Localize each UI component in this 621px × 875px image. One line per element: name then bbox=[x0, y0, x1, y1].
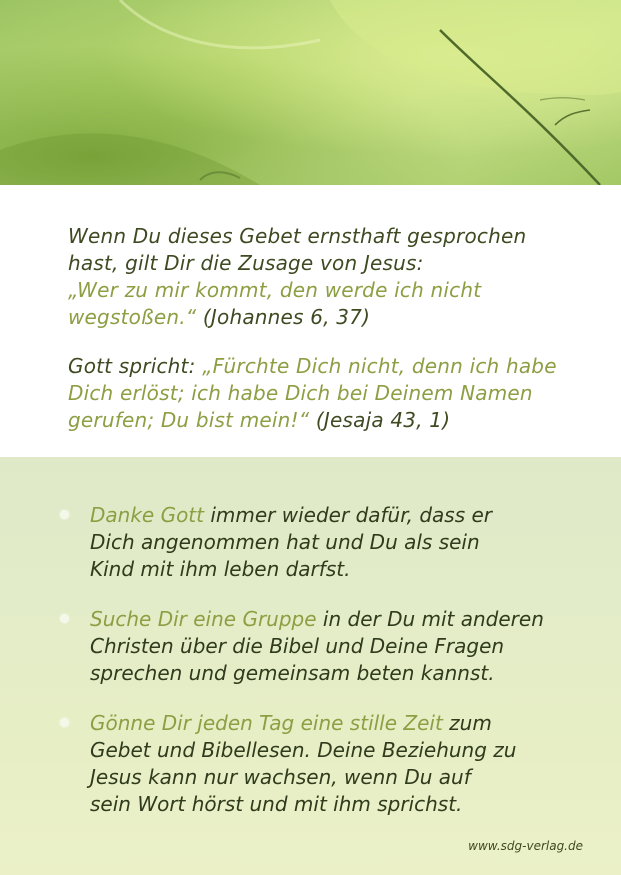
advice-text: Jesus kann nur wachsen, wenn Du auf bbox=[90, 765, 471, 789]
bible-reference: (Johannes 6, 37) bbox=[196, 305, 371, 329]
advice-highlight: Danke Gott bbox=[90, 503, 204, 527]
leaf-illustration bbox=[0, 0, 621, 185]
intro-paragraph-isaiah bbox=[68, 353, 568, 434]
intro-paragraph-promise bbox=[68, 223, 568, 331]
advice-text: sprechen und gemeinsam beten kannst. bbox=[90, 661, 495, 685]
bible-quote-ending bbox=[68, 304, 568, 331]
bible-reference: (Jesaja 43, 1) bbox=[309, 408, 451, 432]
quote-lead: Gott spricht: bbox=[68, 354, 203, 378]
bullet-dot-icon bbox=[60, 718, 69, 727]
advice-text: Christen über die Bibel und Deine Fragen bbox=[90, 634, 505, 658]
isaiah-first-line bbox=[68, 353, 568, 380]
intro-line: hast, gilt Dir die Zusage von Jesus: bbox=[68, 251, 424, 275]
advice-highlight: Suche Dir eine Gruppe bbox=[90, 607, 317, 631]
bullet-dot-icon bbox=[60, 614, 69, 623]
bible-quote-line: Dich erlöst; ich habe Dich bei Deinem Namen bbox=[68, 381, 533, 405]
bible-quote-line: „Wer zu mir kommt, den werde ich nicht bbox=[68, 278, 482, 302]
advice-text: Dich angenommen hat und Du als sein bbox=[90, 530, 480, 554]
leaf-header-image bbox=[0, 0, 621, 185]
bible-quote-line: wegstoßen.“ bbox=[68, 305, 197, 329]
advice-text: immer wieder dafür, dass er bbox=[204, 503, 493, 527]
advice-text: zum bbox=[442, 711, 492, 735]
advice-first-line bbox=[90, 710, 590, 737]
advice-item-find-group bbox=[90, 606, 590, 687]
advice-highlight: Gönne Dir jeden Tag eine stille Zeit bbox=[90, 711, 443, 735]
advice-text: Gebet und Bibellesen. Deine Beziehung zu bbox=[90, 738, 517, 762]
advice-text: Kind mit ihm leben darfst. bbox=[90, 557, 351, 581]
advice-item-quiet-time bbox=[90, 710, 590, 818]
bible-quote-line: gerufen; Du bist mein!“ bbox=[68, 408, 310, 432]
isaiah-last-line bbox=[68, 407, 568, 434]
advice-first-line bbox=[90, 606, 590, 633]
bible-quote-line: „Fürchte Dich nicht, denn ich habe bbox=[202, 354, 557, 378]
bullet-dot-icon bbox=[60, 510, 69, 519]
advice-text: in der Du mit anderen bbox=[316, 607, 544, 631]
publisher-url: www.sdg-verlag.de bbox=[468, 839, 583, 853]
advice-text: sein Wort hörst und mit ihm sprichst. bbox=[90, 792, 463, 816]
advice-first-line bbox=[90, 502, 590, 529]
advice-item-thank-god bbox=[90, 502, 590, 583]
intro-line: Wenn Du dieses Gebet ernsthaft gesprochen bbox=[68, 224, 527, 248]
